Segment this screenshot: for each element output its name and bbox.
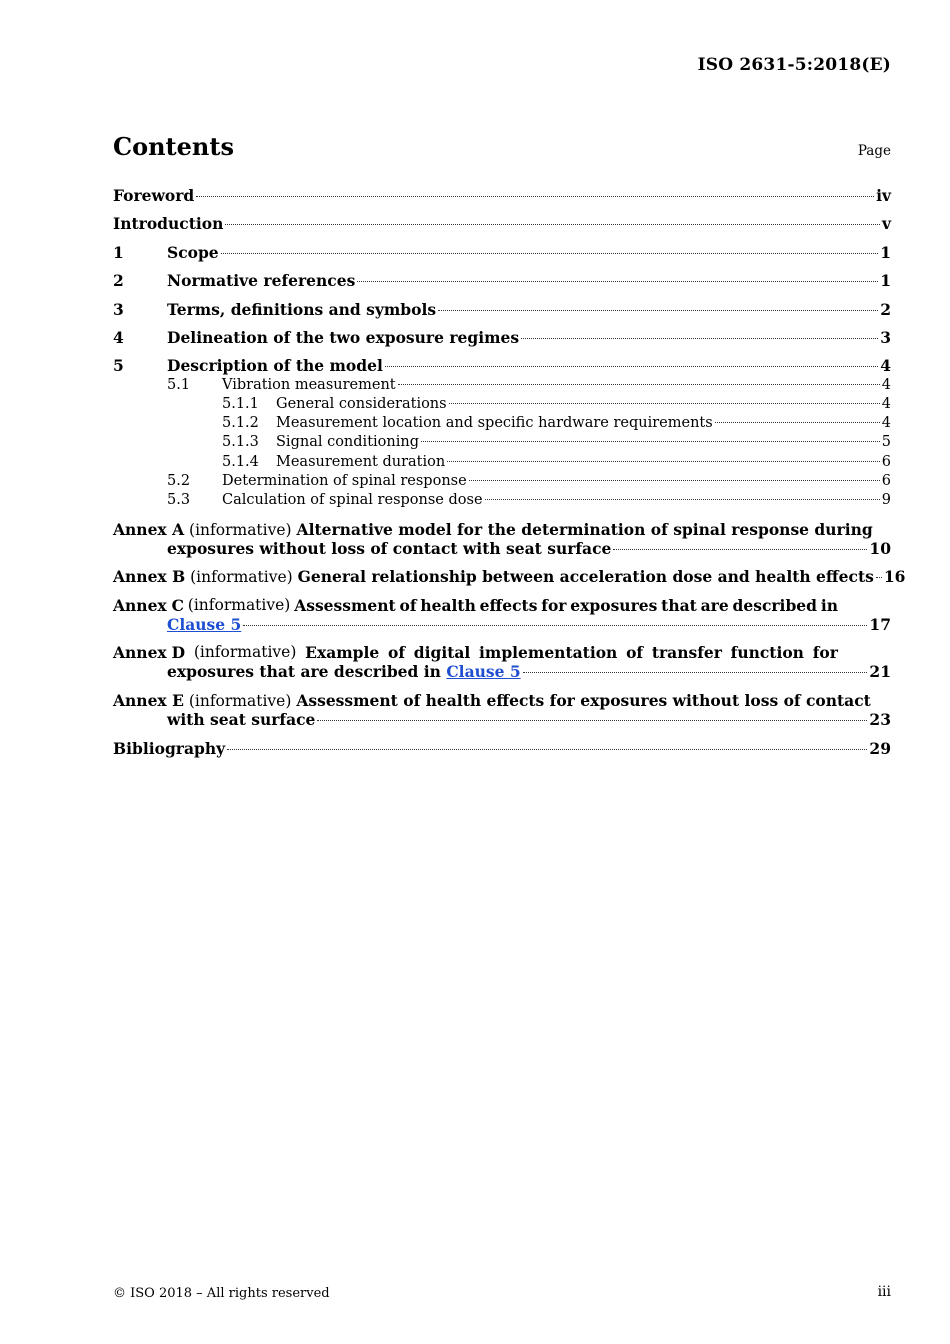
annex-label: Annex: [113, 596, 167, 615]
dot-leader: [243, 625, 867, 626]
annex-title-word: health: [420, 596, 476, 615]
annex-title-continued: with seat surface: [167, 710, 316, 729]
annex-title-word: described: [732, 596, 817, 615]
toc-entry-annex-b[interactable]: [113, 567, 906, 586]
clause-5-link[interactable]: Clause 5: [167, 615, 242, 634]
dot-leader: [398, 384, 880, 385]
dot-leader: [485, 499, 880, 500]
toc-entry-5-1-4[interactable]: [113, 453, 891, 472]
toc-title: Vibration measurement: [222, 377, 396, 393]
annex-title-continued: exposures that are described in: [167, 662, 441, 681]
toc-page: 5: [881, 434, 891, 450]
toc-title: Scope: [167, 243, 219, 262]
annex-title-word: are: [700, 596, 729, 615]
dot-leader: [613, 549, 867, 550]
annex-title: Alternative model for the determination of spinal response during: [296, 520, 873, 539]
dot-leader: [523, 672, 868, 673]
toc-entry-foreword[interactable]: [113, 186, 891, 205]
toc-title: General considerations: [276, 396, 447, 412]
annex-title-word: of: [387, 643, 405, 662]
toc-number: 5.1: [167, 377, 191, 393]
toc-entry-annex-e[interactable]: [113, 691, 891, 729]
toc-page: 4: [881, 415, 891, 431]
toc-page: 10: [869, 539, 891, 558]
toc-page: 4: [880, 356, 891, 375]
toc-page: 29: [869, 739, 891, 758]
dot-leader: [438, 310, 878, 311]
document-id: ISO 2631-5:2018(E): [697, 55, 891, 75]
toc-title: Delineation of the two exposure regimes: [167, 328, 520, 347]
annex-title-word: transfer: [651, 643, 722, 662]
dot-leader: [221, 253, 879, 254]
annex-title: General relationship between acceleration dose and health effects: [297, 567, 874, 586]
toc-title: Determination of spinal response: [222, 473, 467, 489]
annex-title-word: of: [626, 643, 644, 662]
page-column-label: Page: [857, 143, 891, 159]
dot-leader: [357, 281, 878, 282]
toc-number: 5: [113, 356, 124, 375]
toc-page: 21: [869, 662, 891, 681]
toc-number: 5.1.3: [222, 434, 259, 450]
annex-type: (informative): [193, 643, 297, 661]
annex-title-word: digital: [413, 643, 471, 662]
page-title: Contents: [113, 132, 234, 161]
annex-letter: D: [171, 643, 186, 662]
annex-title-word: Example: [305, 643, 380, 662]
annex-title-word: Assessment: [294, 596, 396, 615]
toc-page: 23: [869, 710, 891, 729]
toc-title: Calculation of spinal response dose: [222, 492, 483, 508]
toc-entry-5-1-3[interactable]: [113, 433, 891, 452]
annex-title-word: implementation: [479, 643, 618, 662]
dot-leader: [521, 338, 878, 339]
toc-title: Terms, definitions and symbols: [167, 300, 437, 319]
toc-page: iv: [876, 186, 891, 205]
toc-page: 6: [881, 473, 891, 489]
toc-number: 2: [113, 271, 124, 290]
footer-copyright: © ISO 2018 – All rights reserved: [113, 1286, 330, 1301]
toc-title: Foreword: [113, 186, 195, 205]
toc-entry-5-2[interactable]: [113, 472, 891, 491]
annex-type: (informative): [189, 521, 292, 539]
toc-page: 16: [883, 567, 906, 586]
annex-label: Annex B: [113, 567, 186, 586]
toc-title: Measurement location and specific hardware requirements: [276, 415, 713, 431]
toc-page: 3: [880, 328, 891, 347]
toc-entry-delineation[interactable]: [113, 328, 891, 347]
toc-entry-bibliography[interactable]: [113, 739, 891, 758]
toc-entry-5-1[interactable]: [113, 376, 891, 395]
annex-title-word: for: [541, 596, 567, 615]
toc-page: 6: [881, 454, 891, 470]
toc-page: 1: [880, 243, 891, 262]
annex-title-word: for: [812, 643, 838, 662]
footer-page-number: iii: [877, 1284, 891, 1300]
dot-leader: [385, 366, 878, 367]
annex-type: (informative): [188, 692, 292, 710]
dot-leader: [447, 461, 880, 462]
dot-leader: [196, 196, 874, 197]
dot-leader: [449, 403, 880, 404]
toc-title: Introduction: [113, 214, 224, 233]
toc-page: 9: [881, 492, 891, 508]
dot-leader: [317, 720, 867, 721]
toc-title: Normative references: [167, 271, 356, 290]
toc-page: 4: [881, 396, 891, 412]
toc-entry-annex-c[interactable]: [113, 596, 891, 634]
annex-label: Annex E: [113, 691, 184, 710]
toc-entry-description-of-model[interactable]: [113, 356, 891, 375]
toc-title: Signal conditioning: [276, 434, 419, 450]
dot-leader: [225, 224, 880, 225]
toc-page: 2: [880, 300, 891, 319]
toc-page: 17: [869, 615, 891, 634]
annex-letter: C: [171, 596, 184, 615]
annex-type: (informative): [187, 596, 291, 614]
dot-leader: [876, 577, 882, 578]
toc-page: 4: [881, 377, 891, 393]
toc-entry-annex-d[interactable]: [113, 643, 891, 681]
annex-type: (informative): [190, 568, 293, 586]
toc-entry-normative-references[interactable]: [113, 271, 891, 290]
dot-leader: [227, 749, 867, 750]
dot-leader: [469, 480, 880, 481]
annex-title-word: exposures: [570, 596, 658, 615]
toc-number: 4: [113, 328, 124, 347]
dot-leader: [421, 441, 880, 442]
toc-page: 1: [880, 271, 891, 290]
annex-title-word: in: [820, 596, 838, 615]
dot-leader: [715, 422, 880, 423]
toc-title: Measurement duration: [276, 454, 446, 470]
annex-title-word: function: [730, 643, 804, 662]
toc-number: 5.3: [167, 492, 191, 508]
toc-number: 5.1.2: [222, 415, 259, 431]
toc-entry-5-1-2[interactable]: [113, 414, 891, 433]
annex-title-word: that: [661, 596, 697, 615]
toc-title: Bibliography: [113, 739, 226, 758]
toc-entry-scope[interactable]: [113, 243, 891, 262]
annex-label: Annex A: [113, 520, 185, 539]
annex-title-word: effects: [479, 596, 538, 615]
toc-entry-5-3[interactable]: [113, 491, 891, 510]
toc-title: Description of the model: [167, 356, 383, 375]
toc-entry-terms[interactable]: [113, 300, 891, 319]
annex-title-continued: exposures without loss of contact with seat surface: [167, 539, 612, 558]
annex-label: Annex: [113, 643, 167, 662]
toc-page: v: [881, 214, 891, 233]
toc-number: 5.2: [167, 473, 191, 489]
toc-entry-5-1-1[interactable]: [113, 395, 891, 414]
toc-number: 1: [113, 243, 124, 262]
annex-title-word: of: [399, 596, 417, 615]
toc-entry-annex-a[interactable]: [113, 520, 891, 558]
clause-5-link[interactable]: Clause 5: [446, 662, 521, 681]
toc-entry-introduction[interactable]: [113, 214, 891, 233]
toc-number: 3: [113, 300, 124, 319]
toc-number: 5.1.4: [222, 454, 259, 470]
annex-title: Assessment of health effects for exposures without loss of contact: [296, 691, 871, 710]
toc-number: 5.1.1: [222, 396, 259, 412]
